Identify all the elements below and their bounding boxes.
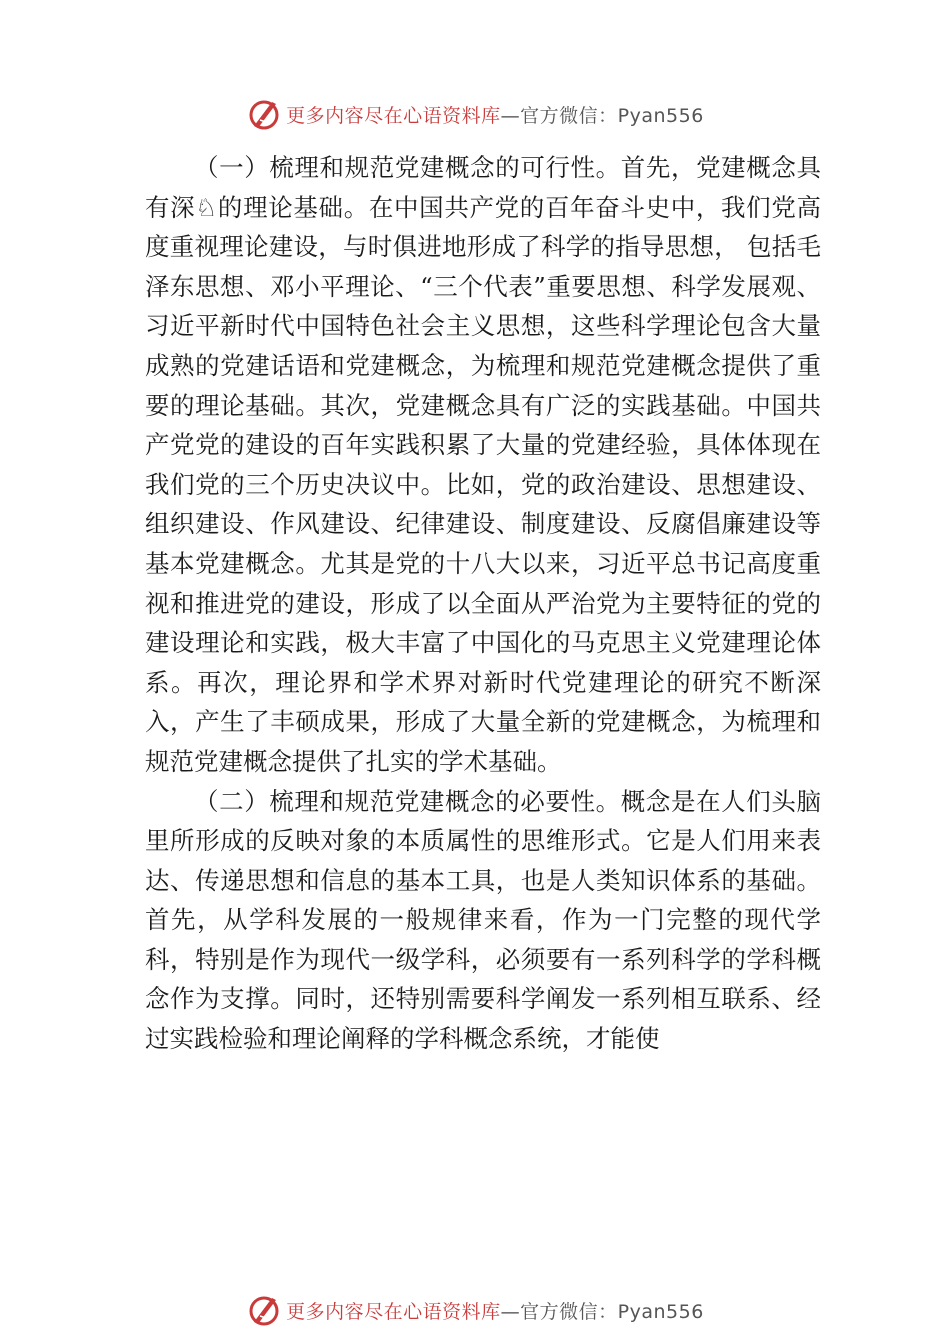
watermark-wechat: 官方微信：Pyan556 xyxy=(520,1300,704,1323)
watermark-brand: 更多内容尽在心语资料库 xyxy=(286,104,501,127)
paragraph-necessity: （二）梳理和规范党建概念的必要性。概念是在人们头脑里所形成的反映对象的本质属性的思维形式。它是人们用来表达、传递思想和信息的基本工具，也是人类知识体系的基础。首先，从学科发展的一般规律来看，作为一门完整的现代学科，特别是作为现代一级学科，必须要有一系列科学的学科概念作为支撑。同时，还特别需要科学阐发一系列相互联系、经过实践检验和理论阐释的学科概念系统，才能使 xyxy=(145,786,821,1054)
watermark-text xyxy=(286,101,704,128)
watermark-separator: — xyxy=(500,104,521,127)
document-body xyxy=(145,148,821,1059)
watermark-wechat: 官方微信：Pyan556 xyxy=(520,104,704,127)
quill-logo-icon xyxy=(246,96,282,132)
quill-logo-icon xyxy=(246,1292,282,1328)
watermark-text xyxy=(286,1297,704,1324)
footer-watermark xyxy=(0,1288,950,1332)
header-watermark xyxy=(0,92,950,136)
paragraph-feasibility: （一）梳理和规范党建概念的可行性。首先，党建概念具有深♘的理论基础。在中国共产党的百年奋斗史中，我们党高度重视理论建设，与时俱进地形成了科学的指导思想， 包括毛泽东思想、邓小平理论、“三个代表”重要思想、科学发展观、习近平新时代中国特色社会主义思想，这些科学理论包含大量成熟的党建话语和党建概念，为梳理和规范党建概念提供了重要的理论基础。其次，党建概念具有广泛的实践基础。中国共产党党的建设的百年实践积累了大量的党建经验，具体体现在我们党的三个历史决议中。比如，党的政治建设、思想建设、组织建设、作风建设、纪律建设、制度建设、反腐倡廉建设等基本党建概念。尤其是党的十八大以来，习近平总书记高度重视和推进党的建设，形成了以全面从严治党为主要特征的党的建设理论和实践，极大丰富了中国化的马克思主义党建理论体系。再次，理论界和学术界对新时代党建理论的研究不断深入，产生了丰硕成果，形成了大量全新的党建概念，为梳理和规范党建概念提供了扎实的学术基础。 xyxy=(145,153,821,776)
watermark-brand: 更多内容尽在心语资料库 xyxy=(286,1300,501,1323)
watermark-separator: — xyxy=(500,1300,521,1323)
